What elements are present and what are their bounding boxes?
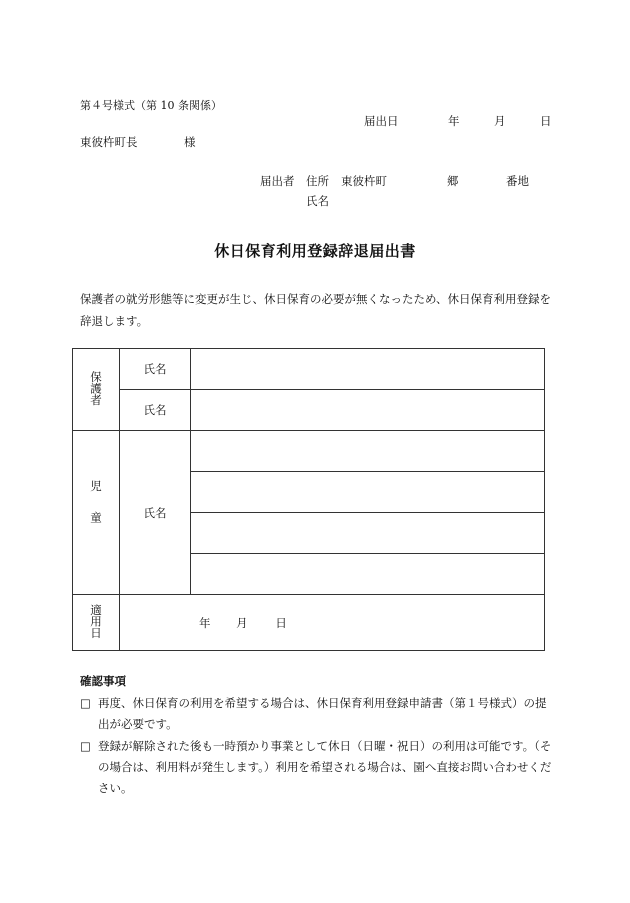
guardian-name-field-1[interactable] xyxy=(191,349,545,390)
effective-day-label: 日 xyxy=(275,615,287,630)
honorific: 様 xyxy=(184,135,196,149)
guardian-name-label-1: 氏名 xyxy=(120,349,191,390)
child-name-field-2[interactable] xyxy=(191,472,545,513)
note-text-2: 登録が解除された後も一時預かり事業として休日（日曜・祝日）の利用は可能です。（その場合は、利用料が発生します。）利用を希望される場合は、園へ直接お問い合わせください。 xyxy=(98,739,552,795)
intro-text: 保護者の就労形態等に変更が生じ、休日保育の必要が無くなったため、休日保育利用登録を辞退します。 xyxy=(80,292,552,328)
child-name-field-1[interactable] xyxy=(191,431,545,472)
effective-date-label: 適用日 xyxy=(89,603,103,639)
effective-year-label: 年 xyxy=(199,615,211,630)
page-title: 休日保育利用登録辞退届出書 xyxy=(214,242,416,260)
address-label: 住所 xyxy=(306,174,329,188)
guardian-header xyxy=(73,349,120,431)
guardian-name-label-2: 氏名 xyxy=(120,390,191,431)
child-header xyxy=(73,431,120,595)
submit-year-label: 年 xyxy=(448,114,460,128)
submit-month-label: 月 xyxy=(494,114,506,128)
addressee: 東彼杵町長 xyxy=(80,135,138,149)
submit-date-label: 届出日 xyxy=(364,114,399,128)
guardian-label: 保護者 xyxy=(89,370,103,406)
effective-date-field[interactable] xyxy=(120,595,545,651)
note-text-1: 再度、休日保育の利用を希望する場合は、休日保育利用登録申請書（第１号様式）の提出が必要です。 xyxy=(98,696,547,731)
child-label: 児童 xyxy=(89,479,103,543)
note-item-1 xyxy=(80,693,555,735)
notes-heading: 確認事項 xyxy=(80,674,126,688)
lot-suffix: 番地 xyxy=(506,174,529,188)
effective-date-header xyxy=(73,595,120,651)
effective-month-label: 月 xyxy=(236,615,248,630)
district-suffix: 郷 xyxy=(447,174,459,188)
note-item-2 xyxy=(80,736,555,799)
submitter-label: 届出者 xyxy=(260,174,295,188)
town-name: 東彼杵町 xyxy=(341,174,387,188)
child-name-field-4[interactable] xyxy=(191,554,545,595)
confirmation-notes xyxy=(80,673,555,800)
checkbox-icon[interactable]: □ xyxy=(80,696,91,710)
child-name-label: 氏名 xyxy=(120,431,191,595)
submitter-name-label: 氏名 xyxy=(306,194,329,208)
guardian-name-field-2[interactable] xyxy=(191,390,545,431)
registration-table xyxy=(72,348,545,651)
checkbox-icon[interactable]: □ xyxy=(80,739,91,753)
form-number: 第４号様式（第 10 条関係） xyxy=(80,99,222,112)
child-name-field-3[interactable] xyxy=(191,513,545,554)
submit-day-label: 日 xyxy=(540,114,552,128)
